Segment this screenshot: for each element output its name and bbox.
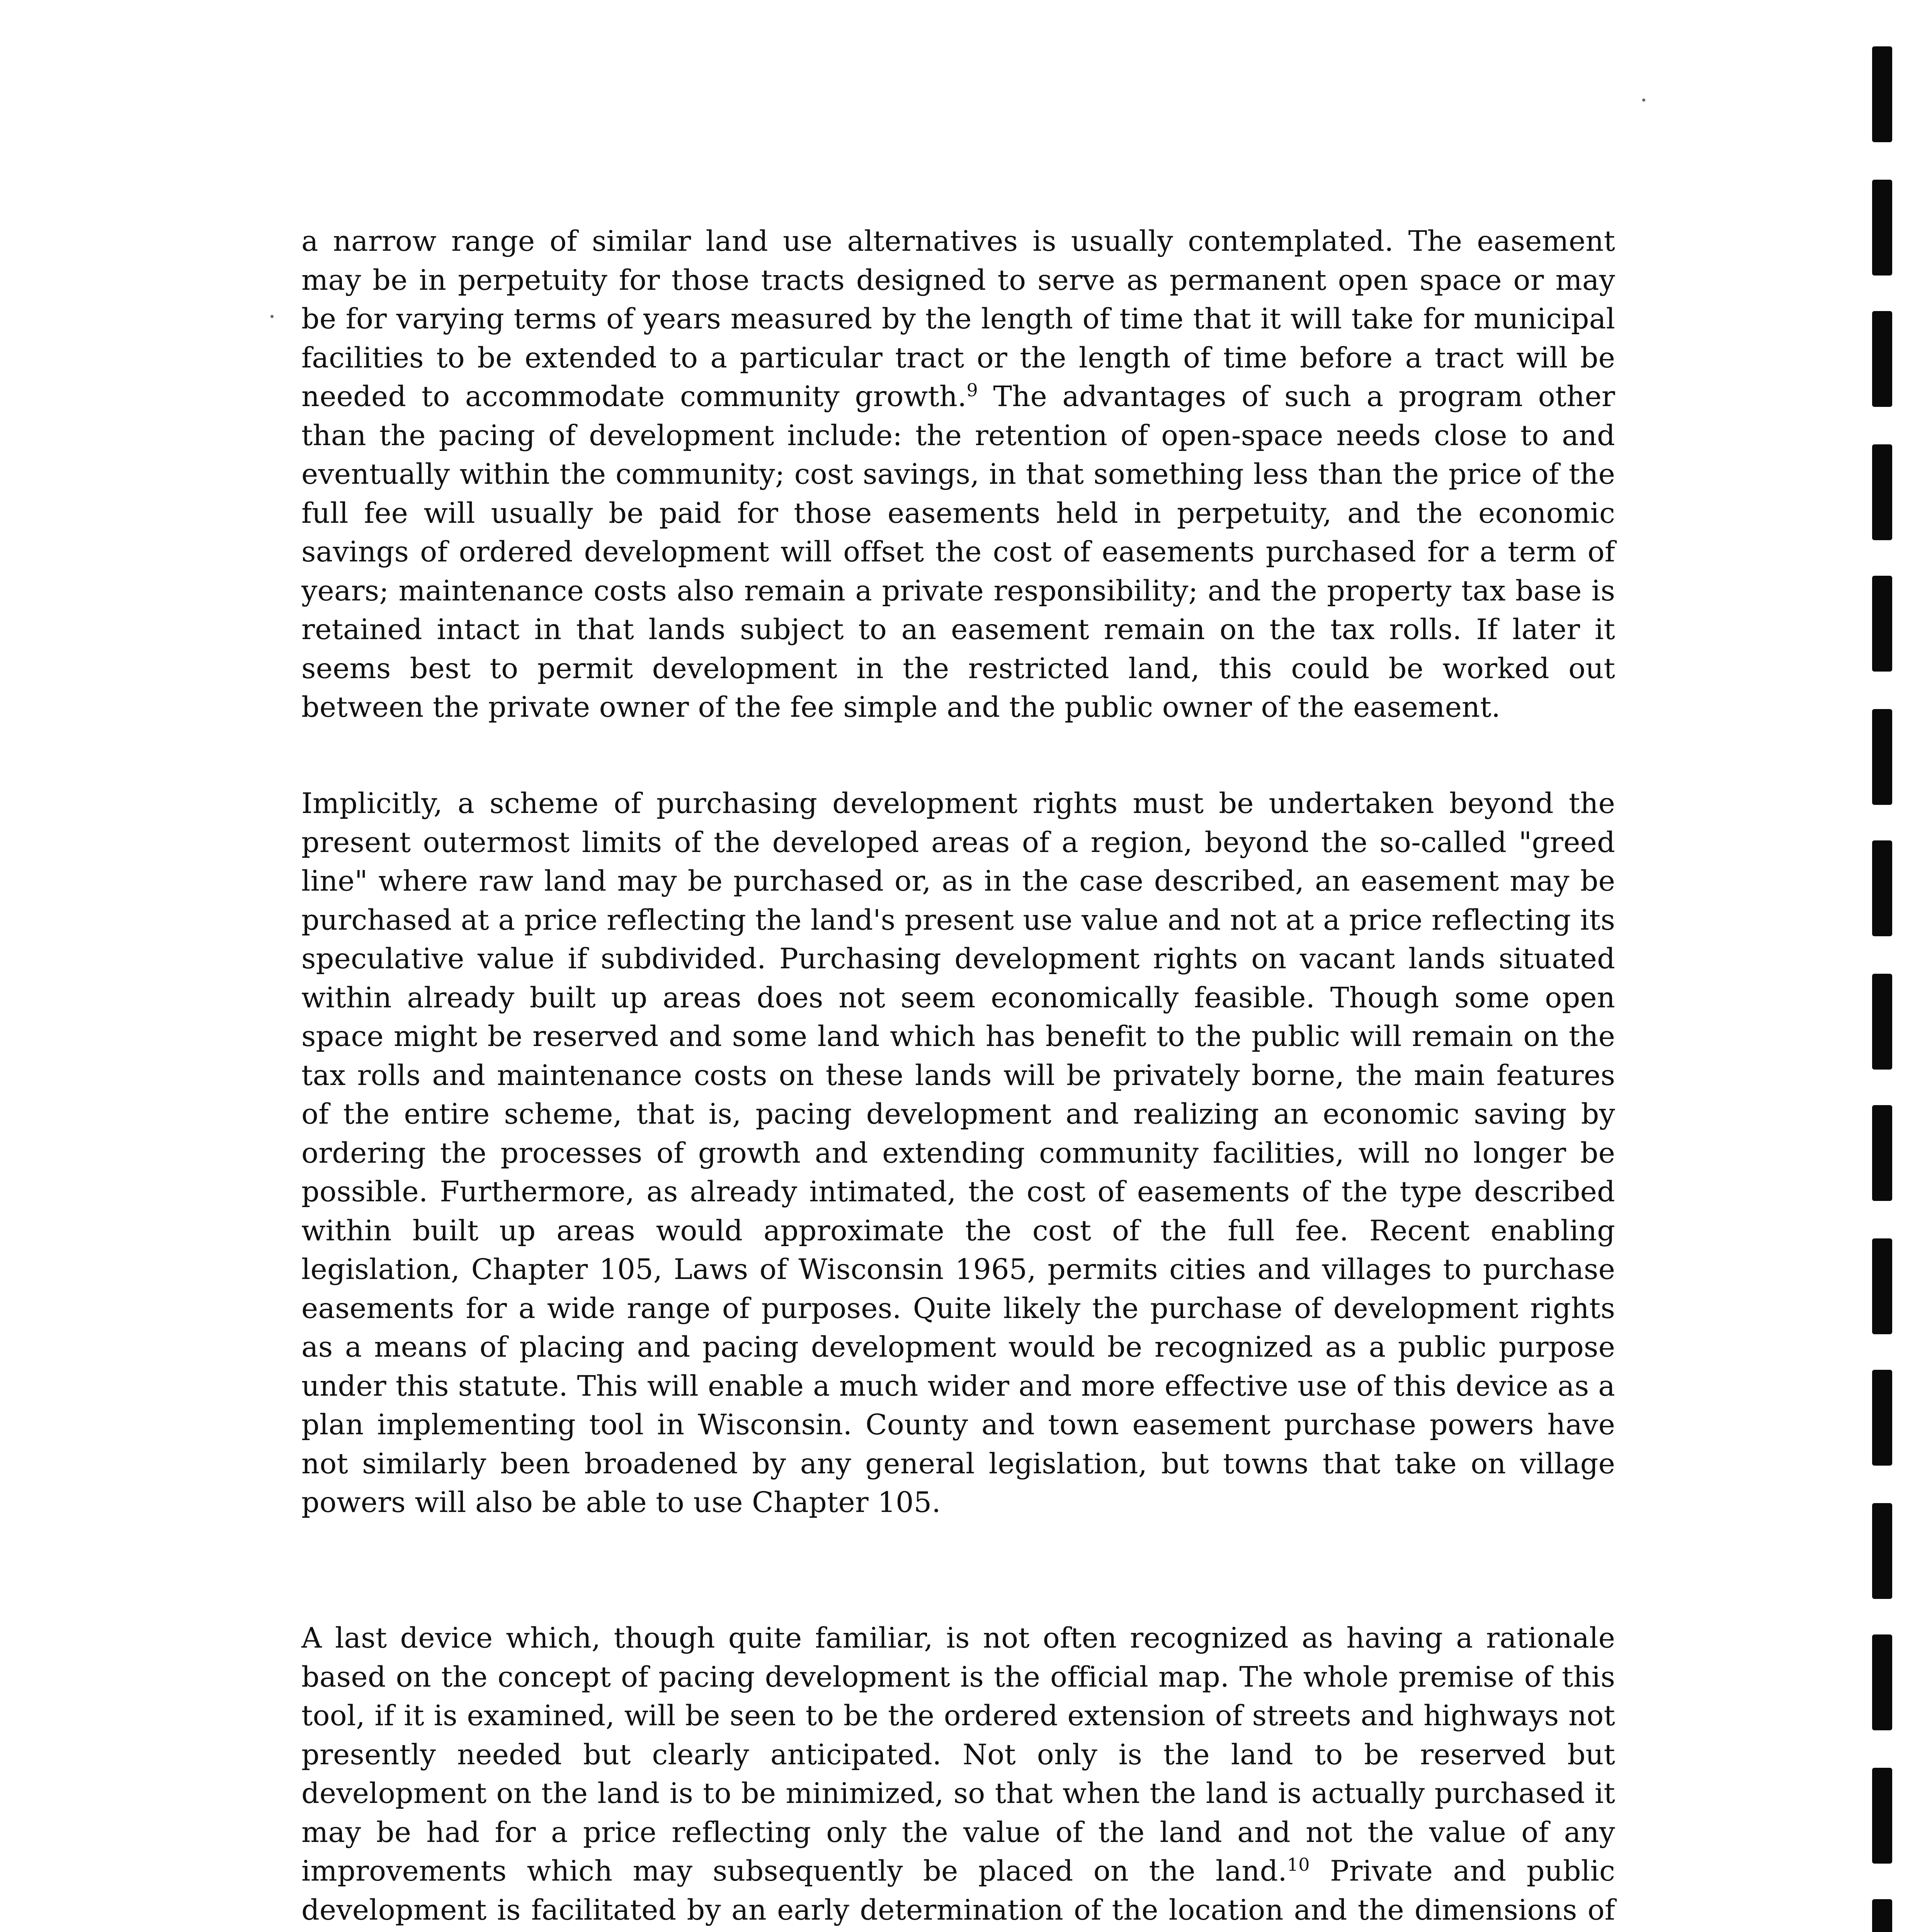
footnote-ref: 9 xyxy=(966,379,978,401)
text-run: A last device which, though quite familiar, is not often recognized as having a rationale based on the concept of pacing development is the official map. The whole premise of this tool, if it is examined, will be seen to be the ordered extension of streets and highways not presently needed but clearly anticipated. Not only is the land to be reserved but development on the land is to be minimized, so that when the land is actually purchased it may be had for a price reflecting only the value of the land and not the value of any improvements which may subsequently be placed on the land. xyxy=(301,1622,1615,1888)
text-run: a narrow range of similar land use alternatives is usually contemplated. The easement may be in perpetuity for those tracts designed to serve as permanent open space or may be for varying terms of years measured by the length of time that it will take for municipal facilities to be extended to a particular tract or the length of time before a tract will be needed to accommodate community growth. xyxy=(301,225,1615,413)
binding-mark xyxy=(1872,840,1892,936)
text-run: Private and public development is facilitated by an early determination of the location and the dimensions of xyxy=(301,1855,1615,1927)
binding-mark xyxy=(1872,444,1892,540)
text-run: Implicitly, a scheme of purchasing development rights must be undertaken beyond the present outermost limits of the developed areas of a region, beyond the so-called "greed line" where raw land may be purchased or, as in the case described, an easement may be purchased at a price reflecting the land's present use value and not at a price reflecting its speculative value if subdivided. Purchasing development rights on vacant lands situated within already built up areas does not seem economically feasible. Though some open space might be reserved and some land which has benefit to the public will remain on the tax rolls and maintenance costs on these lands will be privately borne, the main features of the entire scheme, that is, pacing development and realizing an economic saving by ordering the processes of growth and extending community facilities, will no longer be possible. Furthermore, as already intimated, the cost of easements of the type described within built up areas would approximate the cost of the full fee. Recent enabling legislation, Chapter 105, Laws of Wisconsin 1965, permits cities and villages to purchase easements for a wide range of purposes. Quite likely the purchase of development rights as a means of placing and pacing development would be recognized as a public purpose under this statute. This will enable a much wider and more effective use of this device as a plan implementing tool in Wisconsin. County and town easement purchase powers have not similarly been broadened by any general legislation, but towns that take on village powers will also be able to use Chapter 105. xyxy=(301,787,1615,1519)
body-paragraph-2 xyxy=(301,784,1615,1522)
binding-mark xyxy=(1872,576,1892,672)
scan-speck xyxy=(1642,99,1645,102)
binding-mark xyxy=(1872,1634,1892,1730)
binding-mark xyxy=(1872,1768,1892,1864)
text-run: The advantages of such a program other than the pacing of development include: the retention of open-space needs close to and eventually within the community; cost savings, in that something less than the price of the full fee will usually be paid for those easements held in perpetuity, and the economic savings of ordered development will offset the cost of easements purchased for a term of years; maintenance costs also remain a private responsibility; and the property tax base is retained intact in that lands subject to an easement remain on the tax rolls. If later it seems best to permit development in the restricted land, this could be worked out between the private owner of the fee simple and the public owner of the easement. xyxy=(301,380,1615,724)
binding-mark xyxy=(1872,1370,1892,1466)
binding-mark xyxy=(1872,46,1892,142)
binding-mark xyxy=(1872,974,1892,1070)
binding-mark xyxy=(1872,311,1892,407)
scan-speck xyxy=(270,315,274,318)
footnote-ref: 10 xyxy=(1287,1854,1310,1875)
binding-mark xyxy=(1872,1899,1892,1932)
body-paragraph-3 xyxy=(301,1619,1615,1932)
binding-mark xyxy=(1872,709,1892,805)
binding-mark xyxy=(1872,1105,1892,1201)
binding-mark xyxy=(1872,180,1892,276)
binding-mark xyxy=(1872,1238,1892,1334)
binding-mark xyxy=(1872,1503,1892,1599)
body-paragraph-1 xyxy=(301,222,1615,727)
